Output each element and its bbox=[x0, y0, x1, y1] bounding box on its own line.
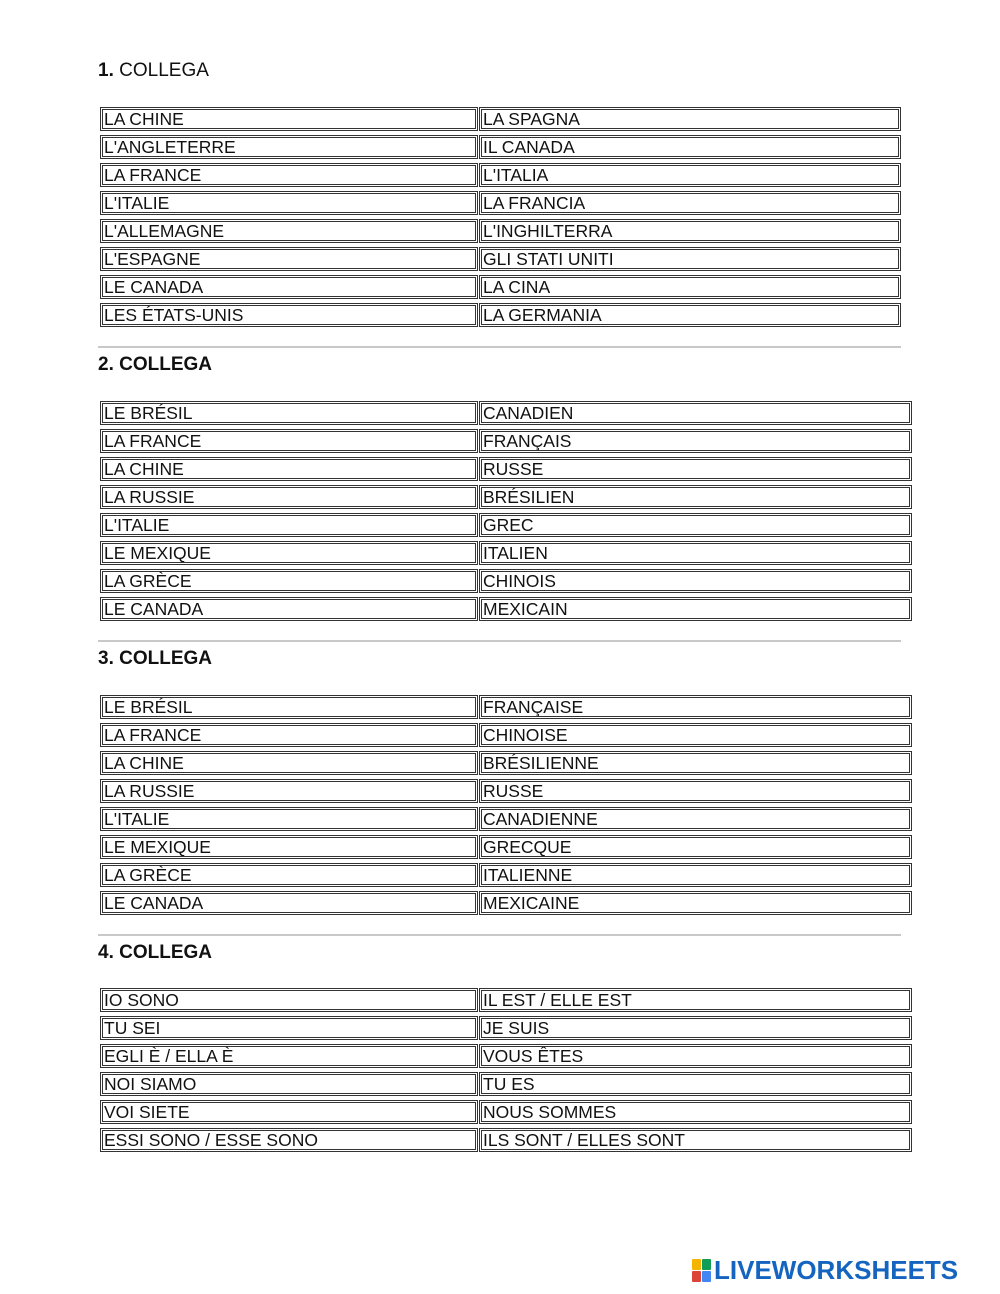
section-number: 1. bbox=[98, 60, 114, 81]
left-cell[interactable]: LA RUSSIE bbox=[100, 779, 478, 803]
left-cell[interactable]: L'ITALIE bbox=[100, 191, 478, 215]
right-cell[interactable]: IL EST / ELLE EST bbox=[479, 988, 912, 1012]
logo-text: LIVEWORKSHEETS bbox=[714, 1255, 959, 1285]
right-cell[interactable]: FRANÇAIS bbox=[479, 429, 912, 453]
right-cell[interactable]: MEXICAIN bbox=[479, 597, 912, 621]
right-cell[interactable]: ITALIENNE bbox=[479, 863, 912, 887]
section-3-title bbox=[98, 648, 212, 670]
right-cell[interactable]: L'INGHILTERRA bbox=[479, 219, 901, 243]
left-cell[interactable]: LA FRANCE bbox=[100, 723, 478, 747]
section-divider bbox=[98, 640, 901, 642]
left-cell[interactable]: LA CHINE bbox=[100, 751, 478, 775]
left-cell[interactable]: LE BRÉSIL bbox=[100, 401, 478, 425]
section-divider bbox=[98, 346, 901, 348]
logo-square bbox=[692, 1259, 701, 1270]
left-cell[interactable]: LA GRÈCE bbox=[100, 863, 478, 887]
left-cell[interactable]: LA FRANCE bbox=[100, 163, 478, 187]
right-cell[interactable]: RUSSE bbox=[479, 457, 912, 481]
right-cell[interactable]: CHINOISE bbox=[479, 723, 912, 747]
right-cell[interactable]: MEXICAINE bbox=[479, 891, 912, 915]
right-cell[interactable]: GLI STATI UNITI bbox=[479, 247, 901, 271]
left-cell[interactable]: LA RUSSIE bbox=[100, 485, 478, 509]
left-cell[interactable]: EGLI È / ELLA È bbox=[100, 1044, 478, 1068]
liveworksheets-logo bbox=[692, 1256, 958, 1284]
right-cell[interactable]: L'ITALIA bbox=[479, 163, 901, 187]
section-label: COLLEGA bbox=[119, 354, 213, 375]
right-cell[interactable]: LA SPAGNA bbox=[479, 107, 901, 131]
right-cell[interactable]: GREC bbox=[479, 513, 912, 537]
left-cell[interactable]: LA CHINE bbox=[100, 107, 478, 131]
left-cell[interactable]: TU SEI bbox=[100, 1016, 478, 1040]
right-cell[interactable]: TU ES bbox=[479, 1072, 912, 1096]
right-cell[interactable]: BRÉSILIEN bbox=[479, 485, 912, 509]
left-cell[interactable]: LE CANADA bbox=[100, 275, 478, 299]
right-cell[interactable]: GRECQUE bbox=[479, 835, 912, 859]
section-number: 4. bbox=[98, 942, 114, 963]
logo-square bbox=[702, 1271, 711, 1282]
right-cell[interactable]: ITALIEN bbox=[479, 541, 912, 565]
right-cell[interactable]: LA CINA bbox=[479, 275, 901, 299]
left-cell[interactable]: ESSI SONO / ESSE SONO bbox=[100, 1128, 478, 1152]
left-cell[interactable]: LE CANADA bbox=[100, 891, 478, 915]
right-cell[interactable]: RUSSE bbox=[479, 779, 912, 803]
section-label: COLLEGA bbox=[119, 648, 213, 669]
right-cell[interactable]: BRÉSILIENNE bbox=[479, 751, 912, 775]
left-cell[interactable]: LA GRÈCE bbox=[100, 569, 478, 593]
left-cell[interactable]: LE MEXIQUE bbox=[100, 541, 478, 565]
right-cell[interactable]: CANADIENNE bbox=[479, 807, 912, 831]
left-cell[interactable]: IO SONO bbox=[100, 988, 478, 1012]
left-cell[interactable]: LE CANADA bbox=[100, 597, 478, 621]
right-cell[interactable]: LA FRANCIA bbox=[479, 191, 901, 215]
section-4-title bbox=[98, 942, 212, 964]
logo-square bbox=[702, 1259, 711, 1270]
left-cell[interactable]: LE BRÉSIL bbox=[100, 695, 478, 719]
left-cell[interactable]: L'ANGLETERRE bbox=[100, 135, 478, 159]
section-divider bbox=[98, 934, 901, 936]
left-cell[interactable]: L'ALLEMAGNE bbox=[100, 219, 478, 243]
left-cell[interactable]: L'ITALIE bbox=[100, 513, 478, 537]
left-cell[interactable]: VOI SIETE bbox=[100, 1100, 478, 1124]
right-cell[interactable]: FRANÇAISE bbox=[479, 695, 912, 719]
section-2-title bbox=[98, 354, 212, 376]
right-cell[interactable]: NOUS SOMMES bbox=[479, 1100, 912, 1124]
section-number: 2. bbox=[98, 354, 114, 375]
right-cell[interactable]: IL CANADA bbox=[479, 135, 901, 159]
left-cell[interactable]: LA CHINE bbox=[100, 457, 478, 481]
right-cell[interactable]: VOUS ÊTES bbox=[479, 1044, 912, 1068]
left-cell[interactable]: LE MEXIQUE bbox=[100, 835, 478, 859]
liveworksheets-mark-icon bbox=[692, 1259, 711, 1282]
logo-square bbox=[692, 1271, 701, 1282]
section-label: COLLEGA bbox=[119, 942, 213, 963]
left-cell[interactable]: L'ESPAGNE bbox=[100, 247, 478, 271]
right-cell[interactable]: CHINOIS bbox=[479, 569, 912, 593]
section-label: COLLEGA bbox=[119, 60, 209, 81]
left-cell[interactable]: L'ITALIE bbox=[100, 807, 478, 831]
section-number: 3. bbox=[98, 648, 114, 669]
left-cell[interactable]: NOI SIAMO bbox=[100, 1072, 478, 1096]
right-cell[interactable]: CANADIEN bbox=[479, 401, 912, 425]
right-cell[interactable]: LA GERMANIA bbox=[479, 303, 901, 327]
right-cell[interactable]: ILS SONT / ELLES SONT bbox=[479, 1128, 912, 1152]
section-1-title bbox=[98, 60, 209, 82]
left-cell[interactable]: LA FRANCE bbox=[100, 429, 478, 453]
left-cell[interactable]: LES ÉTATS-UNIS bbox=[100, 303, 478, 327]
right-cell[interactable]: JE SUIS bbox=[479, 1016, 912, 1040]
